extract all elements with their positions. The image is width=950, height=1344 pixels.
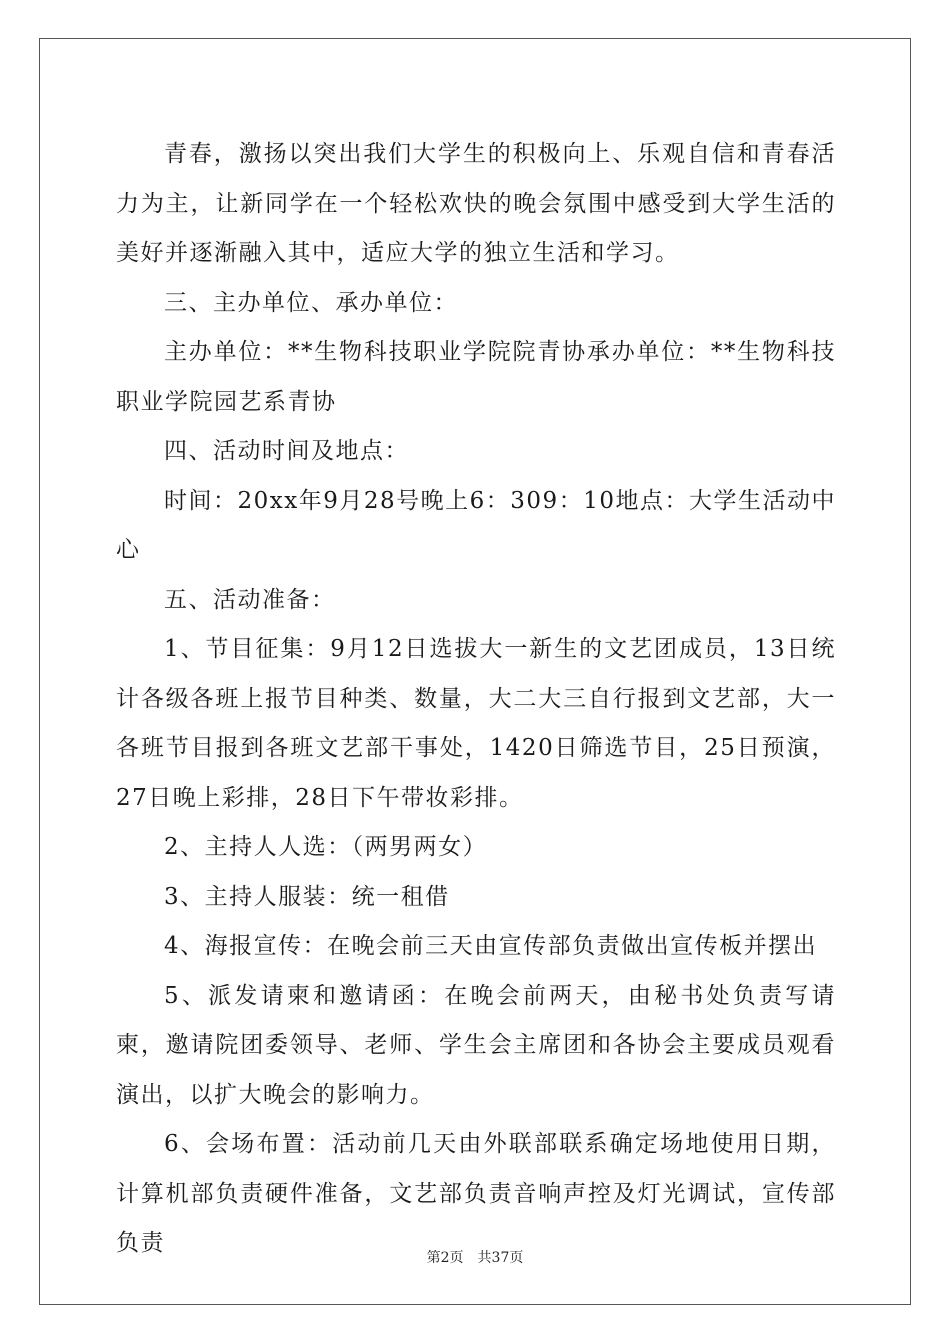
paragraph: 主办单位：**生物科技职业学院院青协承办单位：**生物科技职业学院园艺系青协	[116, 339, 836, 415]
page-footer	[0, 1247, 950, 1267]
section-heading: 五、活动准备：	[164, 586, 336, 613]
list-item: 2、主持人人选：（两男两女）	[164, 834, 488, 860]
list-item: 4、海报宣传：在晚会前三天由宣传部负责做出宣传板并摆出	[164, 933, 818, 959]
document-body	[116, 130, 836, 1269]
page-number: 第2页	[426, 1250, 464, 1266]
paragraph: 时间：20xx年9月28号晚上6：309：10地点：大学生活动中心	[116, 487, 836, 563]
list-item: 5、派发请柬和邀请函：在晚会前两天，由秘书处负责写请柬，邀请院团委领导、老师、学生会主席团和各协会主要成员观看演出，以扩大晚会的影响力。	[116, 982, 836, 1108]
list-item: 6、会场布置：活动前几天由外联部联系确定场地使用日期，计算机部负责硬件准备，文艺部负责音响声控及灯光调试，宣传部负责	[116, 1131, 836, 1256]
list-item: 3、主持人服装：统一租借	[164, 883, 450, 910]
section-heading: 四、活动时间及地点：	[164, 438, 409, 464]
section-heading: 三、主办单位、承办单位：	[164, 289, 458, 316]
paragraph: 青春，激扬以突出我们大学生的积极向上、乐观自信和青春活力为主，让新同学在一个轻松欢快的晚会氛围中感受到大学生活的美好并逐渐融入其中，适应大学的独立生活和学习。	[116, 141, 836, 266]
page-total: 共37页	[477, 1250, 524, 1266]
list-item: 1、节目征集：9月12日选拔大一新生的文艺团成员，13日统计各级各班上报节目种类、数量，大二大三自行报到文艺部，大一各班节目报到各班文艺部干事处，1420日筛选节目，25日预演，27日晚上彩排，28日下午带妆彩排。	[116, 636, 836, 811]
